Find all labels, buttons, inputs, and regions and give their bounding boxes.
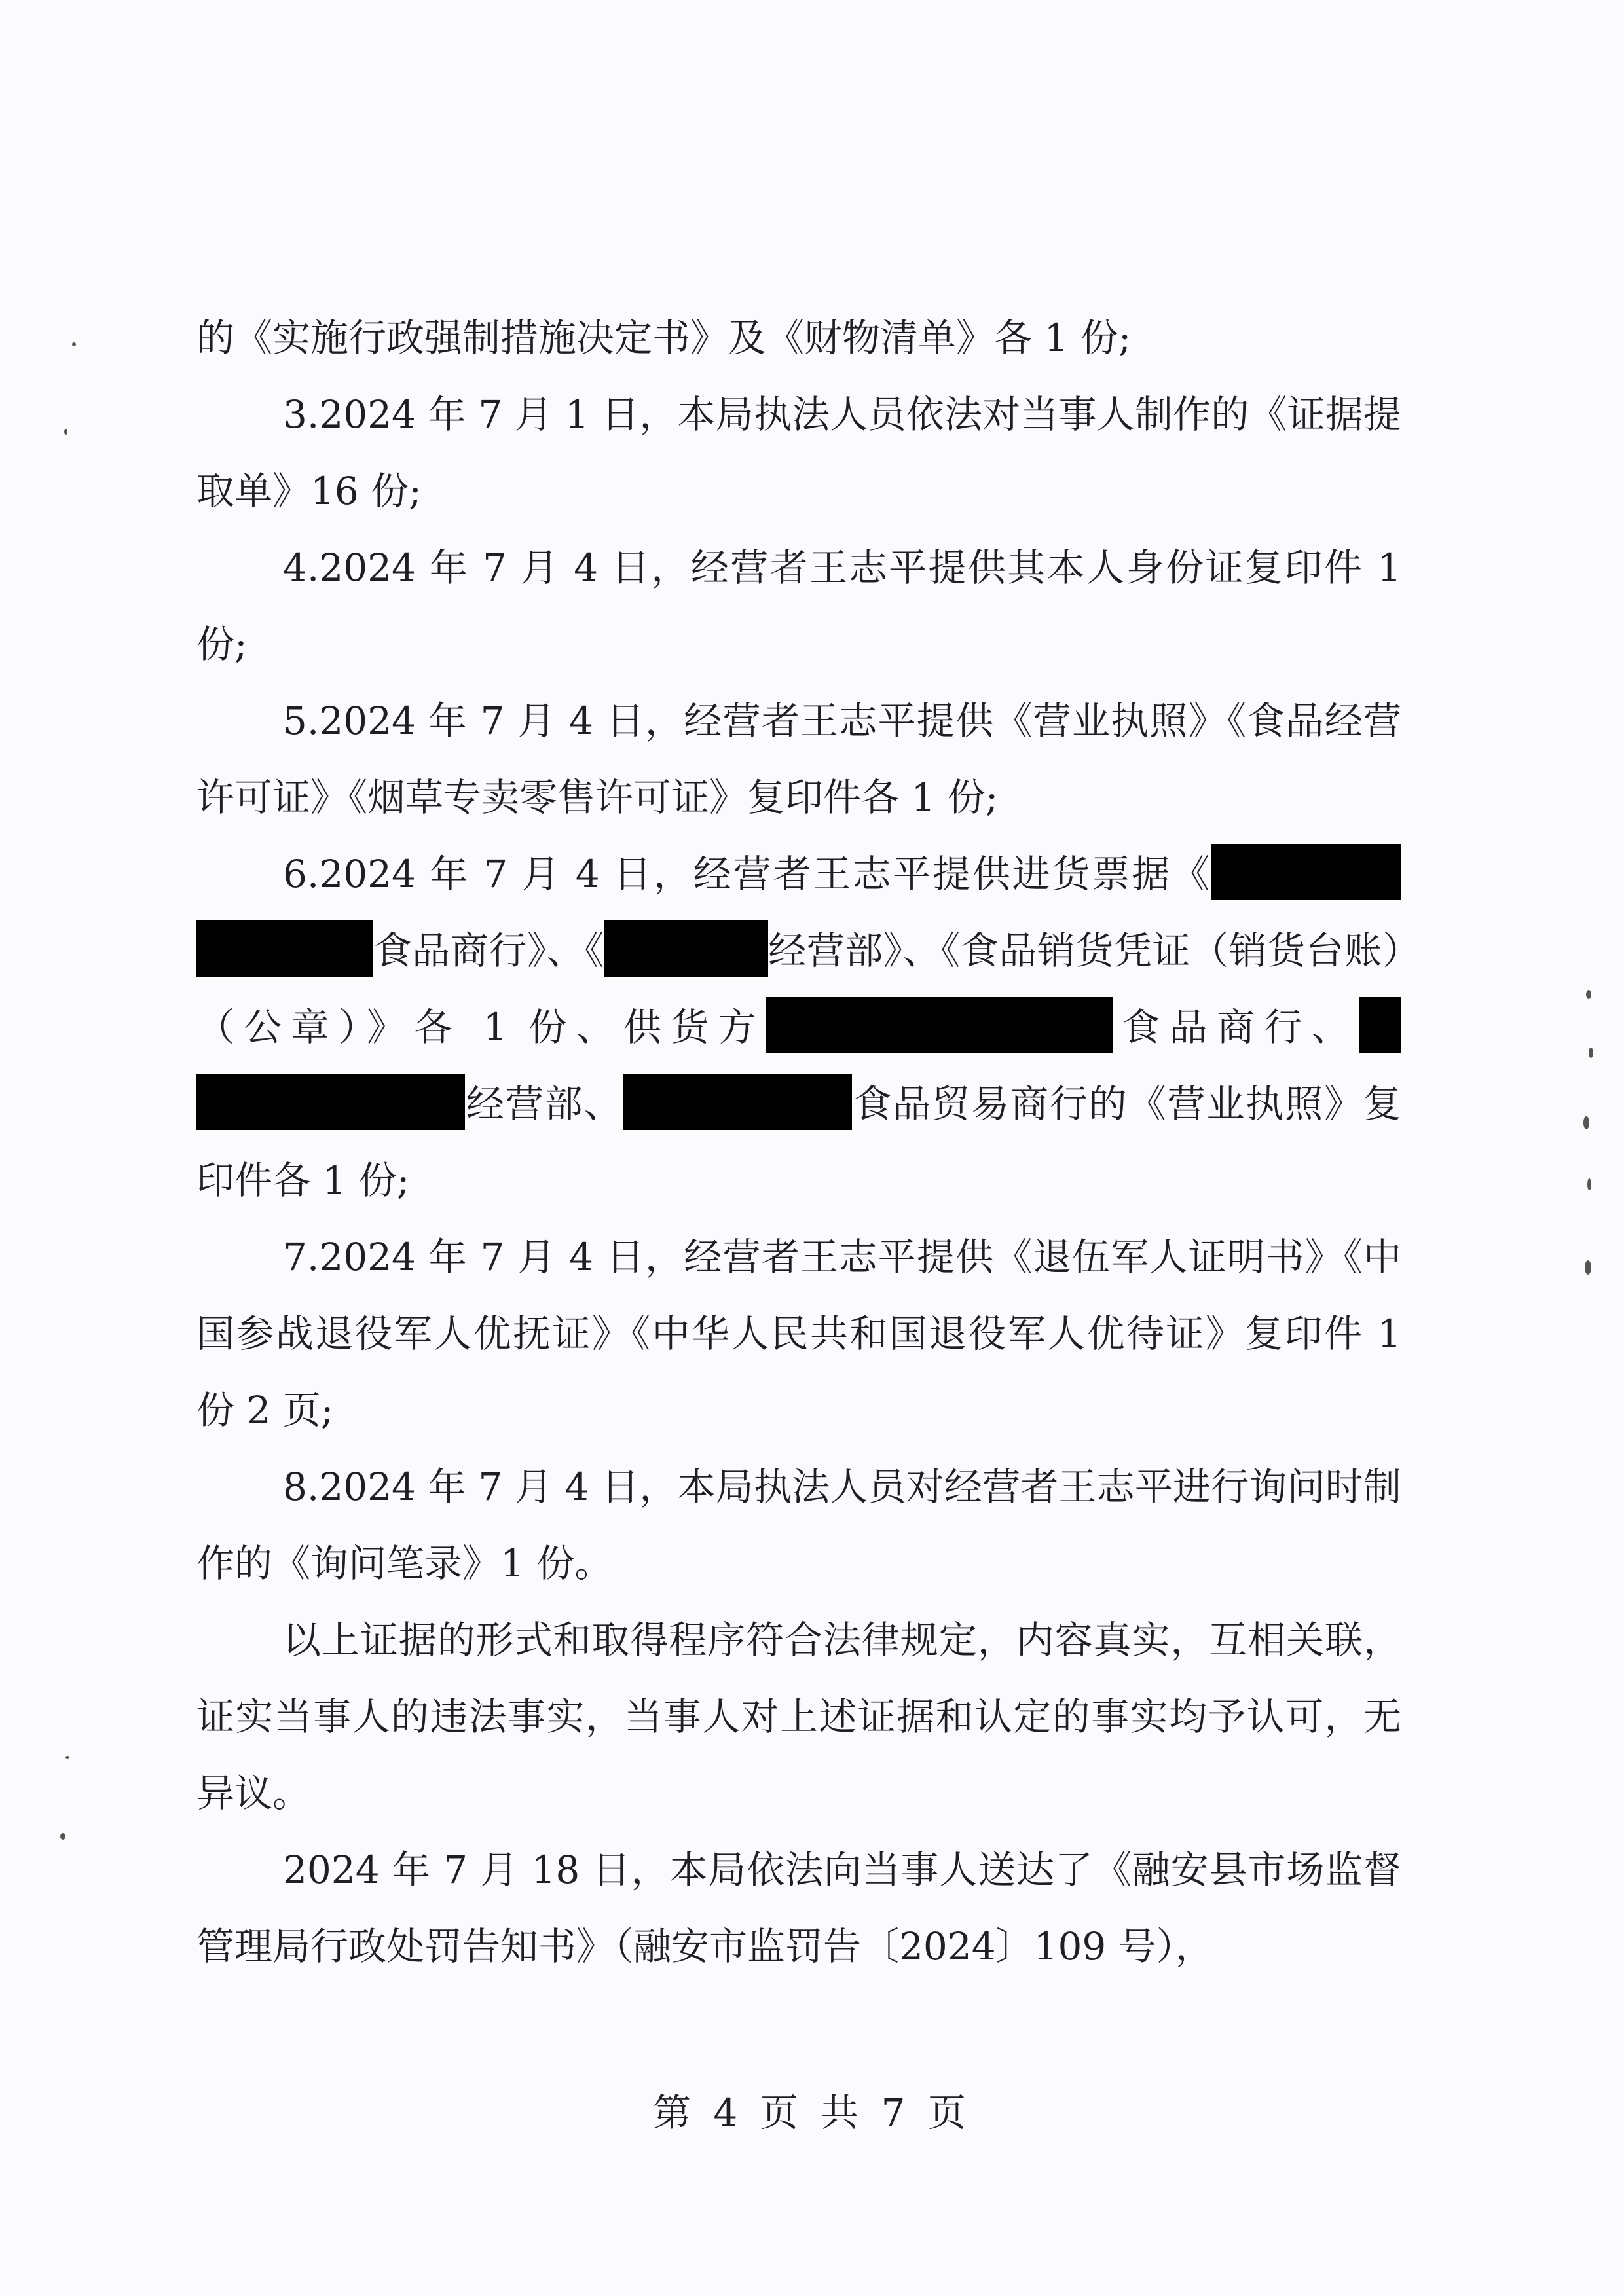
paragraph-p5 xyxy=(196,683,1401,836)
redaction-block xyxy=(623,1074,852,1130)
paragraph-text: 以上证据的形式和取得程序符合法律规定，内容真实，互相关联，证实当事人的违法事实，当事人对上述证据和认定的事实均予认可，无异议。 xyxy=(196,1618,1401,1815)
redaction-block xyxy=(1359,997,1401,1053)
paragraph-p6 xyxy=(196,836,1401,1219)
paragraph-text: 3.2024 年 7 月 1 日，本局执法人员依法对当事人制作的《证据提取单》16 份; xyxy=(196,392,1401,513)
paragraph-text: 7.2024 年 7 月 4 日，经营者王志平提供《退伍军人证明书》《中国参战退役军人优抚证》《中华人民共和国退役军人优待证》复印件 1 份 2 页; xyxy=(196,1235,1401,1432)
scan-speck xyxy=(65,1756,69,1759)
scan-speck xyxy=(72,342,76,346)
paragraph-text: 4.2024 年 7 月 4 日，经营者王志平提供其本人身份证复印件 1 份; xyxy=(196,545,1401,666)
paragraph-text: 8.2024 年 7 月 4 日，本局执法人员对经营者王志平进行询问时制作的《询问笔录》1 份。 xyxy=(196,1465,1401,1586)
paragraph-text: 5.2024 年 7 月 4 日，经营者王志平提供《营业执照》《食品经营许可证》《烟草专卖零售许可证》复印件各 1 份; xyxy=(196,699,1401,820)
scan-speck xyxy=(1589,1048,1593,1058)
paragraph-text: 食品贸易商行的《营业执照》复印件各 1 份; xyxy=(196,1082,1401,1203)
paragraph-text: 经营部、 xyxy=(465,1082,623,1126)
scan-speck xyxy=(1583,1116,1589,1129)
redaction-block xyxy=(196,920,373,977)
redaction-block xyxy=(1211,844,1401,900)
scan-speck xyxy=(64,429,67,435)
paragraph-text: 2024 年 7 月 18 日，本局依法向当事人送达了《融安县市场监督管理局行政处罚告知书》（融安市监罚告〔2024〕109 号）， xyxy=(196,1848,1401,1969)
paragraph-p4 xyxy=(196,530,1401,683)
page-number: 第 4 页 共 7 页 xyxy=(653,2090,971,2135)
paragraph-p7 xyxy=(196,1219,1401,1449)
redaction-block xyxy=(196,1074,465,1130)
paragraph-text: 6.2024 年 7 月 4 日，经营者王志平提供进货票据《 xyxy=(283,852,1211,896)
paragraph-text: 食品商行》、《 xyxy=(373,928,604,973)
scan-speck xyxy=(1585,1260,1591,1275)
scan-speck xyxy=(60,1833,65,1840)
redaction-block xyxy=(766,997,1113,1053)
redaction-block xyxy=(604,920,768,977)
paragraph-text: 的《实施行政强制措施决定书》及《财物清单》各 1 份; xyxy=(196,316,1132,360)
paragraph-p0 xyxy=(196,300,1401,376)
paragraph-text: 经营部》、《食品销货凭证（销货台账）（公章）》各 1 份、供货方 xyxy=(196,928,1401,1049)
paragraph-p9 xyxy=(196,1602,1401,1832)
paragraph-p8 xyxy=(196,1449,1401,1602)
paragraph-text: 食品商行、 xyxy=(1113,1005,1359,1049)
document-body xyxy=(196,300,1401,1985)
scan-speck xyxy=(1587,1178,1591,1190)
scan-speck xyxy=(1586,990,1591,999)
paragraph-p3 xyxy=(196,376,1401,530)
paragraph-p10 xyxy=(196,1832,1401,1985)
